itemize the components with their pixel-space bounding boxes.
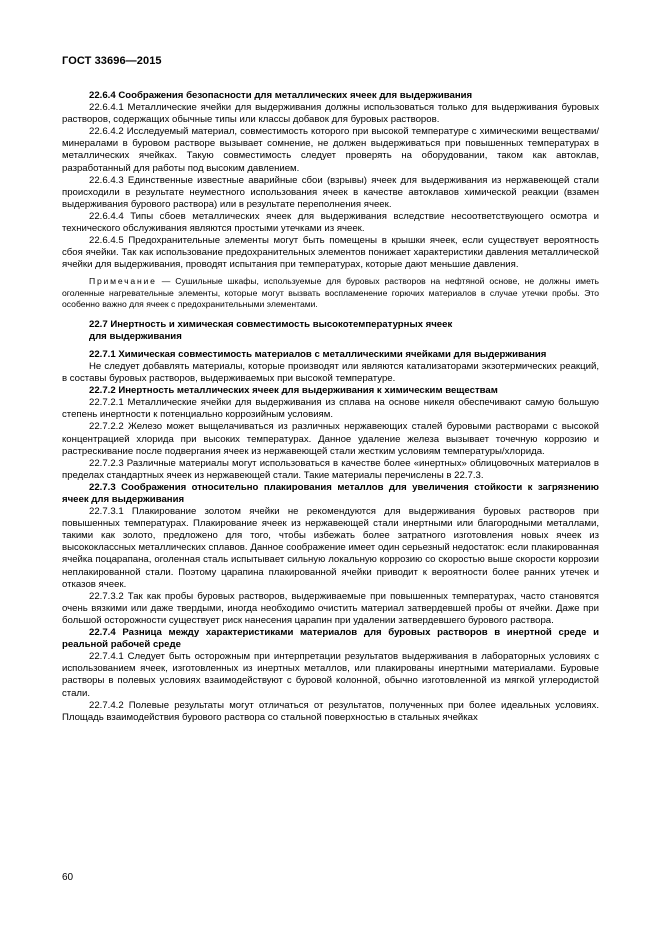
paragraph-22-7-3-2: 22.7.3.2 Так как пробы буровых растворов, выдерживаемые при повышенных температурах, часто становятся очень вязкими или даже твердыми, иногда необходимо очистить материал затвердевшей пробы от ячейки. Даже при большой осторожности существует риск нанесения царапин при удалении затвердевшего бурового раствора. xyxy=(62,590,599,626)
section-heading-22-7-4: 22.7.4 Разница между характеристиками материалов для буровых растворов в инертной среде и реальной рабочей среде xyxy=(62,627,599,651)
document-header: ГОСТ 33696—2015 xyxy=(62,55,162,67)
paragraph-22-6-4-4: 22.6.4.4 Типы сбоев металлических ячеек для выдерживания вследствие несоответствующего осмотра и технического обслуживания являются простыми утечками из ячеек. xyxy=(62,210,599,235)
paragraph-22-6-4-1: 22.6.4.1 Металлические ячейки для выдерживания должны использоваться только для выдерживания буровых растворов, содержащих обычные типы или классы добавок для буровых растворов. xyxy=(62,102,599,126)
note-text: — Сушильные шкафы, используемые для буровых растворов на нефтяной основе, не должны иметь оголенные нагревательные элементы, которые могут вызвать воспламенение горючих материалов в случае утечки пробы. Это особенно важно для ячеек с предохранительными элементами. xyxy=(62,276,599,309)
paragraph-22-7-4-2: 22.7.4.2 Полевые результаты могут отличаться от результатов, полученных при более идеальных условиях. Площадь взаимодействия бурового раствора со стальной поверхностью в стальных ячейках xyxy=(62,699,599,723)
paragraph-22-7-1: Не следует добавлять материалы, которые производят или являются катализаторами экзотермических реакций, в составы буровых растворов, выдерживаемых при высокой температуре. xyxy=(62,360,599,385)
paragraph-22-7-2-3: 22.7.2.3 Различные материалы могут использоваться в качестве более «инертных» облицовочных материалов в пределах стандартных ячеек из нержавеющей стали. Такие материалы перечислены в 22.7.3. xyxy=(62,457,599,481)
page-number: 60 xyxy=(62,872,74,883)
section-heading-22-6-4: 22.6.4 Соображения безопасности для металлических ячеек для выдерживания xyxy=(89,90,473,101)
paragraph-22-7-2-1: 22.7.2.1 Металлические ячейки для выдерживания из сплава на основе никеля обеспечивают самую большую степень инертности к потенциально коррозийным условиям. xyxy=(62,397,599,421)
paragraph-22-6-4-3: 22.6.4.3 Единственные известные аварийные сбои (взрывы) ячеек для выдерживания из нержавеющей стали происходили в результате неуместного использования ячеек в качестве автоклавов химической реакции (взамен выдерживания бурового раствора) или в результате переполнения ячеек. xyxy=(62,174,599,210)
paragraph-22-6-4-2: 22.6.4.2 Исследуемый материал, совместимость которого при высокой температуре с химическими веществами/минералами в буровом растворе вызывает сомнение, не должен выдерживаться при повышенных температурах в металлических ячейках. Такую совместимость следует проверять на оборудовании, таком как автоклав, разработанный для работы под высоким давлением. xyxy=(62,126,599,174)
paragraph-22-6-4-5: 22.6.4.5 Предохранительные элементы могут быть помещены в крышки ячеек, если существует вероятность сбоя ячейки. Так как использование предохранительных элементов понижает характеристики давления металлической ячейки для выдерживания, проводят испытания при температурах, которые дают меньшие давления. xyxy=(62,235,599,271)
paragraph-22-7-2-2: 22.7.2.2 Железо может выщелачиваться из различных нержавеющих сталей буровыми растворами с высокой концентрацией хлорида при высоких температурах. Данное удаление железа вызывает точечную коррозию и растрескивание после подвергания ячеек из нержавеющей стали жестким условиям температуры/хлорида. xyxy=(62,421,599,457)
page-body xyxy=(62,90,599,724)
paragraph-22-7-3-1: 22.7.3.1 Плакирование золотом ячейки не рекомендуются для выдерживания буровых растворов при повышенных температурах. Плакирование ячеек из нержавеющей стали инертными или благородными металлами, такими как золото, предложено для того, чтобы избежать более затратного изготовления новых ячеек из высококлассных металлических сплавов. Данное соображение имеет один серьезный недостаток: если плакированная ячейка поцарапана, оголенная сталь испытывает сильную локальную коррозию со скоростью выше скорости коррозии неплакированной стали. Поэтому царапина плакированной ячейки приводит к вероятности более ранних утечек и отказов ячеек. xyxy=(62,506,599,590)
section-heading-22-7-3: 22.7.3 Соображения относительно плакирования металлов для увеличения стойкости к загрязнению ячеек для выдерживания xyxy=(62,481,599,505)
section-heading-22-7-line2: для выдерживания xyxy=(89,330,182,342)
section-heading-22-7: 22.7 Инертность и химическая совместимость высокотемпературных ячеек xyxy=(89,318,453,330)
section-heading-22-7-1: 22.7.1 Химическая совместимость материалов с металлическими ячейками для выдерживания xyxy=(89,348,547,360)
paragraph-22-7-4-1: 22.7.4.1 Следует быть осторожным при интерпретации результатов выдерживания в лабораторных условиях с использованием ячеек, изготовленных из инертных металлов, или плакированы инертными материалами. Буровые растворы в полевых условиях взаимодействуют с буровой колонной, обычно изготовленной из мягкой углеродистой стали. xyxy=(62,651,599,699)
section-heading-22-7-2: 22.7.2 Инертность металлических ячеек для выдерживания к химическим веществам xyxy=(89,385,498,397)
note-label: Примечание xyxy=(89,276,157,287)
note-paragraph xyxy=(62,276,599,309)
